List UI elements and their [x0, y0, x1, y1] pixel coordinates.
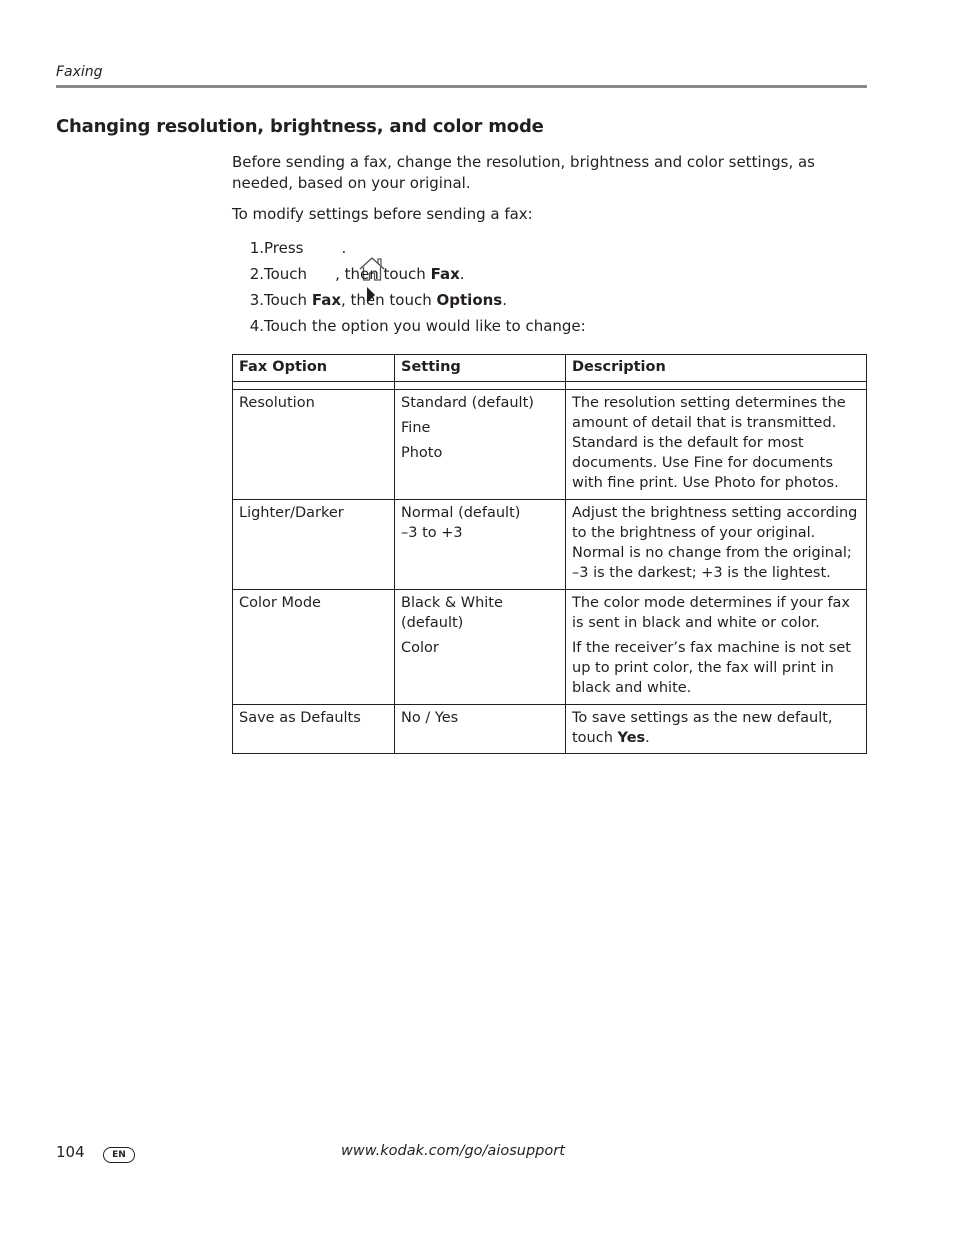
description-text: Adjust the brightness setting according to the brightness of your original. Normal is no change from the original; –3 is the darkest; +3 is the lightest. [572, 505, 858, 581]
setting-value: Photo [401, 445, 443, 461]
step-item [232, 287, 832, 313]
step-text: Touch the option you would like to change: [264, 316, 586, 335]
step-number: 2. [249, 264, 264, 283]
cell-option: Lighter/Darker [233, 500, 395, 590]
section-title: Changing resolution, brightness, and color mode [56, 116, 544, 137]
step-number: 3. [249, 290, 264, 309]
cell-setting [395, 705, 566, 754]
cell-setting [395, 390, 566, 500]
step-number: 4. [249, 316, 264, 335]
language-badge: EN [103, 1147, 135, 1163]
step-text: Press [264, 238, 304, 257]
table-row [233, 705, 867, 754]
description-text-end: . [645, 730, 650, 746]
lead-paragraph: To modify settings before sending a fax: [232, 205, 533, 223]
setting-value: Standard (default) [401, 395, 534, 411]
cell-description [566, 590, 867, 705]
step-text-end: . [341, 238, 347, 257]
header-fax-option: Fax Option [233, 355, 395, 382]
table-row [233, 500, 867, 590]
header-setting: Setting [395, 355, 566, 382]
description-text: If the receiver’s fax machine is not set up to print color, the fax will print in black and white. [572, 640, 851, 696]
description-text: To save settings as the new default, touch [572, 710, 833, 746]
support-url: www.kodak.com/go/aiosupport [341, 1143, 565, 1159]
step-text-end: . [459, 264, 465, 283]
header-rule [56, 85, 867, 88]
fax-keyword: Fax [311, 290, 341, 309]
setting-value: –3 to +3 [401, 525, 463, 541]
cell-option: Save as Defaults [233, 705, 395, 754]
table-row [233, 390, 867, 500]
options-keyword: Options [436, 290, 503, 309]
right-arrow-icon [315, 264, 331, 284]
step-item [232, 235, 832, 261]
step-text-mid: , then touch [341, 290, 437, 309]
header-description: Description [566, 355, 867, 382]
header-separator [233, 382, 867, 390]
step-text: Touch [264, 264, 308, 283]
cell-option: Color Mode [233, 590, 395, 705]
cell-setting [395, 590, 566, 705]
yes-keyword: Yes [617, 730, 646, 746]
setting-value: Black & White (default) [401, 595, 503, 631]
setting-value: No / Yes [401, 710, 459, 726]
step-text-mid: , then touch [335, 264, 431, 283]
page-number: 104 [56, 1143, 85, 1161]
step-item [232, 313, 832, 339]
home-icon [309, 235, 339, 261]
cell-description [566, 500, 867, 590]
step-text: Touch [264, 290, 312, 309]
table-row [233, 590, 867, 705]
fax-keyword: Fax [430, 264, 460, 283]
step-list [232, 235, 832, 339]
content-body [232, 152, 832, 339]
step-text-end: . [502, 290, 508, 309]
setting-value: Normal (default) [401, 505, 521, 521]
fax-options-table [232, 354, 867, 754]
step-item [232, 261, 832, 287]
running-header: Faxing [56, 64, 103, 80]
cell-description [566, 390, 867, 500]
intro-paragraph: Before sending a fax, change the resolution, brightness and color settings, as needed, based on your original. [232, 153, 816, 192]
setting-value: Color [401, 640, 439, 656]
step-number: 1. [249, 238, 264, 257]
cell-option: Resolution [233, 390, 395, 500]
cell-description [566, 705, 867, 754]
cell-setting [395, 500, 566, 590]
setting-value: Fine [401, 420, 431, 436]
table-header-row [233, 355, 867, 382]
description-text: The resolution setting determines the amount of detail that is transmitted. Standard is the default for most documents. Use Fine for documents with fine print. Use Photo for photos. [572, 395, 846, 491]
description-text: The color mode determines if your fax is sent in black and white or color. [572, 595, 851, 631]
